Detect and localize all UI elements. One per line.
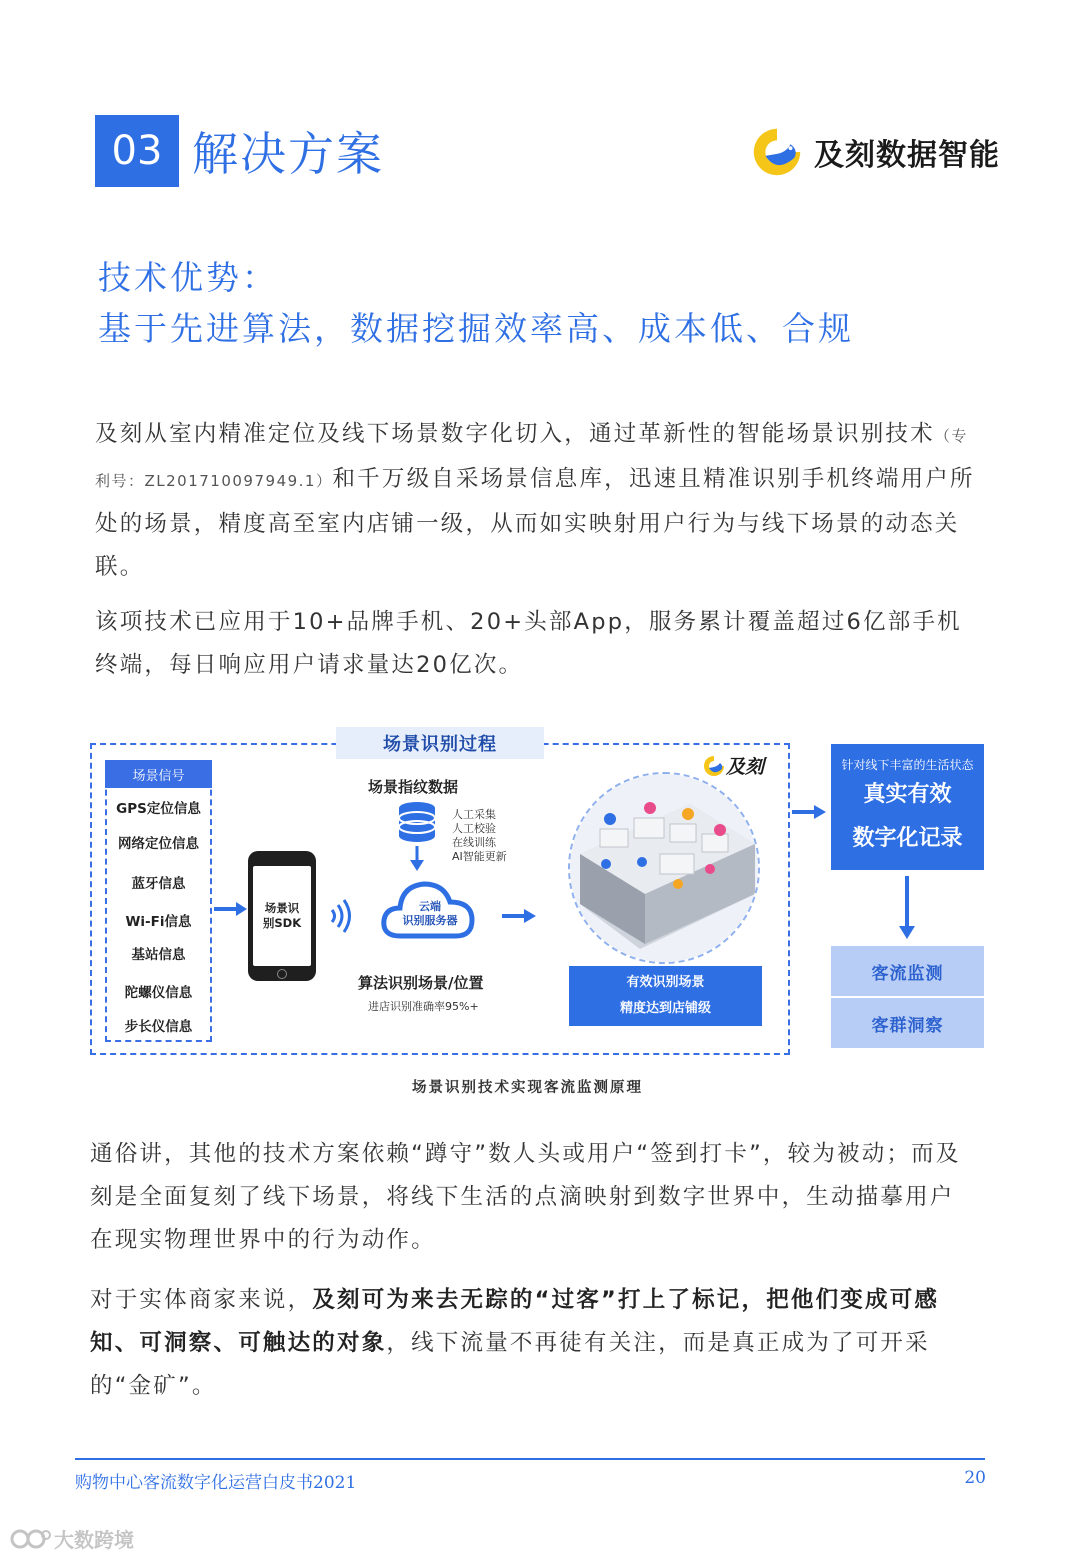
brand-name: 及刻数据智能 [814,138,1000,173]
signal-list-header: 场景信号 [105,760,212,788]
tag-traffic-monitoring: 客流监测 [831,946,984,996]
watermark [10,1524,134,1553]
result-line-1: 有效识别场景 [626,975,705,990]
page-number: 20 [964,1468,986,1488]
digital-record-line-2: 数字化记录 [852,826,963,851]
arrow-down-icon [898,876,916,940]
cloud-label-1: 云端 [419,900,441,913]
paragraph-4-text-b: ，线下流量不再徒有关注，而是真正成为了可开采的“金矿”。 [90,1330,930,1399]
signal-item: 网络定位信息 [118,836,199,852]
arrow-right-icon [502,906,538,926]
watermark-text: 大数跨境 [54,1528,134,1552]
phone-label-2: 别SDK [262,916,302,930]
paragraph-4-text-a: 对于实体商家来说， [90,1287,313,1313]
section-number-badge: 03 [95,115,179,187]
fingerprint-sources [452,808,507,864]
paragraph-4-emphasis: 及刻可为来去无踪的“过客”打上了标记，把他们变成可感知、可洞察、可触达的对象 [90,1287,940,1356]
fingerprint-data-label: 场景指纹数据 [368,778,459,796]
mini-brand-name: 及刻 [726,756,765,778]
section-title: 解决方案 [192,127,384,181]
fingerprint-source: 人工采集 [452,808,496,821]
arrow-right-icon [792,802,828,822]
bird-logo-icon [702,754,726,778]
database-icon [397,800,437,844]
fingerprint-source: 在线训练 [452,836,496,849]
algorithm-accuracy: 进店识别准确率95%+ [368,1000,479,1013]
signal-item: 蓝牙信息 [131,876,186,892]
signal-item: GPS定位信息 [116,801,201,817]
phone-screen [253,866,311,966]
signal-item: Wi-Fi信息 [125,914,192,930]
paragraph-1 [95,413,975,589]
phone-home-button [277,969,287,979]
mini-brand-logo [702,752,764,779]
headline-line-2: 基于先进算法，数据挖掘效率高、成本低、合规 [98,309,854,348]
digital-record-subtitle: 针对线下丰富的生活状态 [841,758,974,772]
headline-line-1: 技术优势： [98,258,278,297]
diagram-caption: 场景识别技术实现客流监测原理 [412,1080,643,1096]
signal-waves-icon [328,896,354,936]
result-box [569,966,762,1026]
signal-item: 陀螺仪信息 [124,985,193,1001]
bird-logo-icon [748,123,806,181]
tag-customer-insight: 客群洞察 [831,998,984,1048]
result-line-2: 精度达到店铺级 [619,1001,711,1016]
cloud-label-2: 识别服务器 [402,914,458,927]
paragraph-1-text-a: 及刻从室内精准定位及线下场景数字化切入，通过革新性的智能场景识别技术 [95,421,935,447]
paragraph-2: 该项技术已应用于10+品牌手机、20+头部App，服务累计覆盖超过6亿部手机终端，每日响应用户请求量达20亿次。 [95,609,962,678]
footer-title: 购物中心客流数字化运营白皮书2021 [75,1473,357,1493]
diagram-title: 场景识别过程 [336,727,544,759]
arrow-down-icon [409,846,425,872]
phone-label-1: 场景识 [264,901,300,915]
paragraph-3: 通俗讲，其他的技术方案依赖“蹲守”数人头或用户“签到打卡”，较为被动；而及刻是全面复刻了线下场景，将线下生活的点滴映射到数字世界中，生动描摹用户在现实物理世界中的行为动作。 [90,1141,961,1253]
patent-number: （专利号：ZL201710097949.1） [95,427,968,490]
cloud-server-label [390,900,470,928]
fingerprint-source: AI智能更新 [452,850,507,863]
fingerprint-source: 人工校验 [452,822,496,835]
mall-floor-plan [570,774,760,964]
signal-item: 步长仪信息 [124,1019,193,1035]
algorithm-label: 算法识别场景/位置 [358,974,484,992]
mall-map-illustration [568,772,760,964]
signal-item: 基站信息 [131,947,186,963]
arrow-right-icon [214,899,248,919]
watermark-logo-icon [10,1526,54,1552]
digital-record-box [831,744,984,870]
paragraph-4 [90,1279,970,1408]
footer-divider [75,1458,985,1460]
brand-logo [748,118,1000,186]
paragraph-1-text-b: 和千万级自采场景信息库，迅速且精准识别手机终端用户所处的场景，精度高至室内店铺一级，从而如实映射用户行为与线下场景的动态关联。 [95,466,975,580]
digital-record-line-1: 真实有效 [863,782,952,807]
